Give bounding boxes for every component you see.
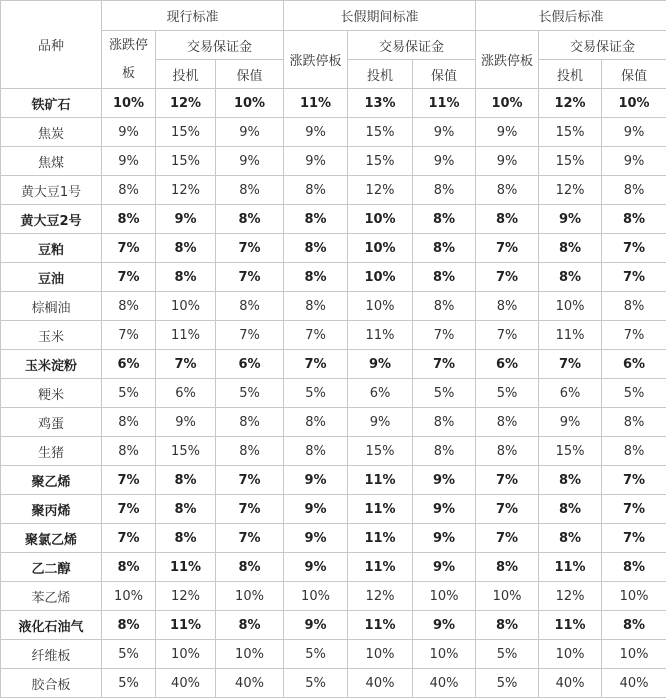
value-cell: 5% xyxy=(602,379,666,408)
value-cell: 8% xyxy=(413,263,476,292)
value-cell: 5% xyxy=(476,669,539,698)
value-cell: 8% xyxy=(284,437,348,466)
value-cell: 9% xyxy=(284,524,348,553)
table-row xyxy=(1,350,666,379)
table-row xyxy=(1,640,666,669)
value-cell: 7% xyxy=(102,495,156,524)
header-spec-holiday: 投机 xyxy=(348,60,413,89)
value-cell: 8% xyxy=(284,176,348,205)
value-cell: 8% xyxy=(539,524,602,553)
value-cell: 10% xyxy=(102,89,156,118)
table-row xyxy=(1,495,666,524)
value-cell: 9% xyxy=(216,147,284,176)
product-name-cell: 焦煤 xyxy=(1,147,102,176)
value-cell: 8% xyxy=(476,176,539,205)
value-cell: 9% xyxy=(284,147,348,176)
value-cell: 7% xyxy=(602,495,666,524)
value-cell: 7% xyxy=(602,234,666,263)
value-cell: 7% xyxy=(216,495,284,524)
value-cell: 12% xyxy=(156,176,216,205)
value-cell: 7% xyxy=(284,350,348,379)
header-margin-after: 交易保证金 xyxy=(539,31,666,60)
value-cell: 5% xyxy=(284,379,348,408)
value-cell: 9% xyxy=(284,611,348,640)
value-cell: 11% xyxy=(156,611,216,640)
value-cell: 8% xyxy=(539,263,602,292)
value-cell: 8% xyxy=(102,611,156,640)
value-cell: 10% xyxy=(602,582,666,611)
value-cell: 8% xyxy=(539,466,602,495)
value-cell: 9% xyxy=(539,205,602,234)
value-cell: 12% xyxy=(156,582,216,611)
value-cell: 8% xyxy=(476,611,539,640)
product-name-cell: 黄大豆1号 xyxy=(1,176,102,205)
header-spec-after: 投机 xyxy=(539,60,602,89)
value-cell: 7% xyxy=(602,524,666,553)
value-cell: 8% xyxy=(284,292,348,321)
value-cell: 8% xyxy=(156,524,216,553)
value-cell: 5% xyxy=(102,379,156,408)
product-name-cell: 纤维板 xyxy=(1,640,102,669)
value-cell: 11% xyxy=(539,611,602,640)
value-cell: 8% xyxy=(284,234,348,263)
product-name-cell: 苯乙烯 xyxy=(1,582,102,611)
value-cell: 8% xyxy=(602,553,666,582)
product-name-cell: 玉米 xyxy=(1,321,102,350)
value-cell: 12% xyxy=(539,176,602,205)
product-name-cell: 乙二醇 xyxy=(1,553,102,582)
value-cell: 8% xyxy=(413,292,476,321)
value-cell: 9% xyxy=(539,408,602,437)
value-cell: 7% xyxy=(156,350,216,379)
value-cell: 12% xyxy=(348,176,413,205)
table-row xyxy=(1,147,666,176)
value-cell: 8% xyxy=(413,205,476,234)
product-name-cell: 粳米 xyxy=(1,379,102,408)
value-cell: 7% xyxy=(216,524,284,553)
value-cell: 9% xyxy=(348,350,413,379)
product-name-cell: 豆油 xyxy=(1,263,102,292)
header-group-current: 现行标准 xyxy=(102,1,284,31)
value-cell: 9% xyxy=(413,118,476,147)
value-cell: 10% xyxy=(216,582,284,611)
value-cell: 10% xyxy=(348,292,413,321)
value-cell: 10% xyxy=(216,640,284,669)
value-cell: 11% xyxy=(539,321,602,350)
value-cell: 8% xyxy=(476,437,539,466)
table-header xyxy=(1,1,666,89)
value-cell: 10% xyxy=(602,89,666,118)
value-cell: 7% xyxy=(284,321,348,350)
value-cell: 8% xyxy=(602,176,666,205)
value-cell: 7% xyxy=(102,466,156,495)
value-cell: 8% xyxy=(216,611,284,640)
value-cell: 8% xyxy=(602,408,666,437)
value-cell: 8% xyxy=(216,408,284,437)
product-name-cell: 鸡蛋 xyxy=(1,408,102,437)
value-cell: 12% xyxy=(539,89,602,118)
table-row xyxy=(1,669,666,698)
value-cell: 5% xyxy=(413,379,476,408)
value-cell: 8% xyxy=(216,292,284,321)
value-cell: 8% xyxy=(602,437,666,466)
table-row xyxy=(1,379,666,408)
product-name-cell: 聚氯乙烯 xyxy=(1,524,102,553)
value-cell: 11% xyxy=(348,321,413,350)
value-cell: 15% xyxy=(156,147,216,176)
value-cell: 9% xyxy=(413,147,476,176)
value-cell: 15% xyxy=(348,147,413,176)
value-cell: 6% xyxy=(476,350,539,379)
table-row xyxy=(1,292,666,321)
value-cell: 15% xyxy=(348,118,413,147)
value-cell: 9% xyxy=(216,118,284,147)
value-cell: 7% xyxy=(476,263,539,292)
value-cell: 40% xyxy=(413,669,476,698)
value-cell: 11% xyxy=(156,553,216,582)
value-cell: 11% xyxy=(348,553,413,582)
value-cell: 6% xyxy=(602,350,666,379)
header-margin-holiday: 交易保证金 xyxy=(348,31,476,60)
header-hedge-current: 保值 xyxy=(216,60,284,89)
table-row xyxy=(1,234,666,263)
product-name-cell: 生猪 xyxy=(1,437,102,466)
value-cell: 7% xyxy=(413,350,476,379)
value-cell: 10% xyxy=(348,234,413,263)
product-name-cell: 聚丙烯 xyxy=(1,495,102,524)
value-cell: 10% xyxy=(413,582,476,611)
value-cell: 12% xyxy=(539,582,602,611)
value-cell: 8% xyxy=(216,437,284,466)
value-cell: 7% xyxy=(476,466,539,495)
value-cell: 6% xyxy=(216,350,284,379)
value-cell: 8% xyxy=(216,553,284,582)
value-cell: 7% xyxy=(602,263,666,292)
value-cell: 10% xyxy=(156,292,216,321)
value-cell: 9% xyxy=(602,118,666,147)
value-cell: 15% xyxy=(156,118,216,147)
value-cell: 9% xyxy=(413,553,476,582)
value-cell: 40% xyxy=(156,669,216,698)
header-group-after: 长假后标准 xyxy=(476,1,666,31)
value-cell: 10% xyxy=(413,640,476,669)
value-cell: 11% xyxy=(348,524,413,553)
header-hedge-after: 保值 xyxy=(602,60,666,89)
value-cell: 7% xyxy=(539,350,602,379)
table-row xyxy=(1,176,666,205)
header-group-holiday: 长假期间标准 xyxy=(284,1,476,31)
value-cell: 8% xyxy=(284,205,348,234)
header-margin-current: 交易保证金 xyxy=(156,31,284,60)
value-cell: 40% xyxy=(348,669,413,698)
value-cell: 40% xyxy=(602,669,666,698)
value-cell: 7% xyxy=(216,234,284,263)
value-cell: 8% xyxy=(102,437,156,466)
header-spec-current: 投机 xyxy=(156,60,216,89)
value-cell: 9% xyxy=(413,466,476,495)
product-name-cell: 焦炭 xyxy=(1,118,102,147)
value-cell: 15% xyxy=(539,437,602,466)
header-limit-holiday: 涨跌停板 xyxy=(284,31,348,89)
value-cell: 8% xyxy=(539,495,602,524)
product-name-cell: 玉米淀粉 xyxy=(1,350,102,379)
value-cell: 15% xyxy=(156,437,216,466)
product-name-cell: 聚乙烯 xyxy=(1,466,102,495)
value-cell: 10% xyxy=(102,582,156,611)
value-cell: 7% xyxy=(476,234,539,263)
value-cell: 8% xyxy=(413,234,476,263)
value-cell: 8% xyxy=(102,176,156,205)
value-cell: 9% xyxy=(413,495,476,524)
value-cell: 11% xyxy=(348,495,413,524)
value-cell: 9% xyxy=(476,118,539,147)
value-cell: 9% xyxy=(284,553,348,582)
value-cell: 9% xyxy=(102,147,156,176)
value-cell: 8% xyxy=(413,408,476,437)
value-cell: 8% xyxy=(476,205,539,234)
value-cell: 7% xyxy=(476,524,539,553)
value-cell: 40% xyxy=(539,669,602,698)
value-cell: 5% xyxy=(102,669,156,698)
value-cell: 11% xyxy=(348,466,413,495)
value-cell: 8% xyxy=(102,292,156,321)
value-cell: 9% xyxy=(602,147,666,176)
value-cell: 8% xyxy=(413,437,476,466)
table-row xyxy=(1,582,666,611)
value-cell: 8% xyxy=(602,611,666,640)
product-name-cell: 豆粕 xyxy=(1,234,102,263)
value-cell: 9% xyxy=(476,147,539,176)
value-cell: 9% xyxy=(413,524,476,553)
value-cell: 7% xyxy=(602,321,666,350)
product-name-cell: 黄大豆2号 xyxy=(1,205,102,234)
table-row xyxy=(1,205,666,234)
header-limit-current xyxy=(102,31,156,89)
value-cell: 10% xyxy=(476,582,539,611)
value-cell: 8% xyxy=(476,292,539,321)
value-cell: 5% xyxy=(284,669,348,698)
value-cell: 9% xyxy=(284,118,348,147)
value-cell: 7% xyxy=(102,263,156,292)
value-cell: 9% xyxy=(284,495,348,524)
value-cell: 8% xyxy=(602,292,666,321)
value-cell: 8% xyxy=(102,408,156,437)
value-cell: 7% xyxy=(602,466,666,495)
value-cell: 9% xyxy=(102,118,156,147)
value-cell: 7% xyxy=(102,524,156,553)
table-row xyxy=(1,437,666,466)
value-cell: 8% xyxy=(539,234,602,263)
value-cell: 10% xyxy=(348,263,413,292)
value-cell: 7% xyxy=(102,321,156,350)
header-limit-current-line1: 涨跌停 xyxy=(108,37,148,53)
value-cell: 15% xyxy=(539,118,602,147)
value-cell: 8% xyxy=(102,205,156,234)
value-cell: 15% xyxy=(348,437,413,466)
value-cell: 7% xyxy=(216,321,284,350)
value-cell: 9% xyxy=(156,205,216,234)
table-row xyxy=(1,118,666,147)
value-cell: 9% xyxy=(156,408,216,437)
product-name-cell: 液化石油气 xyxy=(1,611,102,640)
table-row xyxy=(1,89,666,118)
value-cell: 10% xyxy=(602,640,666,669)
value-cell: 7% xyxy=(476,495,539,524)
value-cell: 8% xyxy=(216,176,284,205)
value-cell: 7% xyxy=(216,263,284,292)
value-cell: 6% xyxy=(102,350,156,379)
value-cell: 5% xyxy=(476,379,539,408)
value-cell: 8% xyxy=(156,466,216,495)
value-cell: 7% xyxy=(413,321,476,350)
value-cell: 11% xyxy=(348,611,413,640)
value-cell: 13% xyxy=(348,89,413,118)
value-cell: 5% xyxy=(102,640,156,669)
value-cell: 12% xyxy=(348,582,413,611)
value-cell: 8% xyxy=(413,176,476,205)
table-row xyxy=(1,321,666,350)
value-cell: 8% xyxy=(102,553,156,582)
value-cell: 8% xyxy=(602,205,666,234)
value-cell: 8% xyxy=(284,263,348,292)
value-cell: 11% xyxy=(539,553,602,582)
value-cell: 8% xyxy=(476,553,539,582)
value-cell: 6% xyxy=(539,379,602,408)
value-cell: 10% xyxy=(348,205,413,234)
table-body xyxy=(1,89,666,698)
table-row xyxy=(1,466,666,495)
value-cell: 10% xyxy=(156,640,216,669)
value-cell: 10% xyxy=(348,640,413,669)
product-name-cell: 胶合板 xyxy=(1,669,102,698)
product-name-cell: 铁矿石 xyxy=(1,89,102,118)
value-cell: 8% xyxy=(156,495,216,524)
value-cell: 8% xyxy=(216,205,284,234)
value-cell: 5% xyxy=(216,379,284,408)
value-cell: 7% xyxy=(102,234,156,263)
header-hedge-holiday: 保值 xyxy=(413,60,476,89)
value-cell: 11% xyxy=(413,89,476,118)
value-cell: 7% xyxy=(216,466,284,495)
table-row xyxy=(1,263,666,292)
value-cell: 8% xyxy=(156,234,216,263)
value-cell: 10% xyxy=(476,89,539,118)
value-cell: 9% xyxy=(284,466,348,495)
product-name-cell: 棕榈油 xyxy=(1,292,102,321)
value-cell: 40% xyxy=(216,669,284,698)
header-limit-current-line2: 板 xyxy=(121,65,135,81)
value-cell: 8% xyxy=(156,263,216,292)
value-cell: 9% xyxy=(413,611,476,640)
value-cell: 10% xyxy=(284,582,348,611)
value-cell: 11% xyxy=(156,321,216,350)
value-cell: 6% xyxy=(156,379,216,408)
value-cell: 10% xyxy=(539,292,602,321)
value-cell: 9% xyxy=(348,408,413,437)
table-row xyxy=(1,524,666,553)
table-row xyxy=(1,408,666,437)
value-cell: 12% xyxy=(156,89,216,118)
value-cell: 8% xyxy=(476,408,539,437)
table-row xyxy=(1,611,666,640)
value-cell: 15% xyxy=(539,147,602,176)
value-cell: 11% xyxy=(284,89,348,118)
value-cell: 8% xyxy=(284,408,348,437)
header-product: 品种 xyxy=(1,1,102,89)
value-cell: 7% xyxy=(476,321,539,350)
value-cell: 5% xyxy=(476,640,539,669)
value-cell: 10% xyxy=(216,89,284,118)
value-cell: 10% xyxy=(539,640,602,669)
table-row xyxy=(1,553,666,582)
value-cell: 6% xyxy=(348,379,413,408)
header-limit-after: 涨跌停板 xyxy=(476,31,539,89)
value-cell: 5% xyxy=(284,640,348,669)
